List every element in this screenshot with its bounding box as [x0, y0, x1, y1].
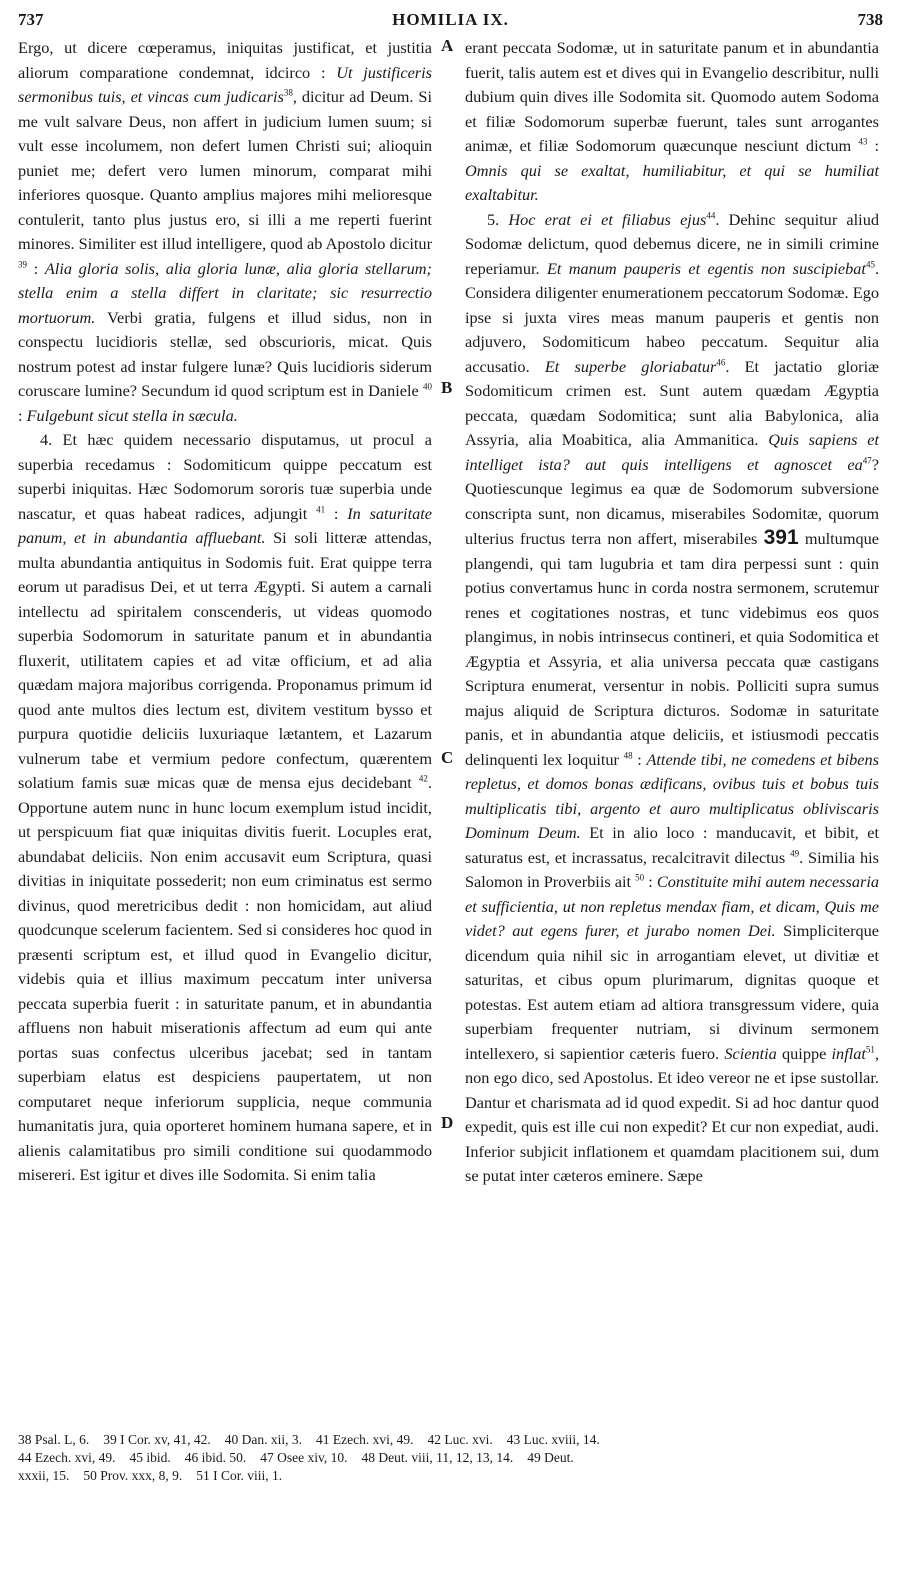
running-title: HOMILIA IX. — [392, 10, 509, 29]
margin-marker-c: C — [441, 748, 454, 767]
text-run: . Dehinc sequitur aliud Sodomæ delictum, quod debemus dicere, ne in simili crimine reperiamur. — [465, 209, 879, 278]
text-run: Simpliciterque dicendum quia nihil sic in arrogantiam elevet, ut divitiæ et saturitas, et cibus opum plurimarum, dignitas quoque et potestas. Est autem etiam ad altiora transgressum videre, quia superbiam frequenter nutriam, si divinum sermonem intellexero, si sapientior cæteris fuero. — [465, 921, 879, 1063]
scripture-quote: Hoc erat ei et filiabus ejus — [508, 209, 707, 229]
page-number-left: 737 — [18, 10, 44, 29]
footnote-ref: 42 — [418, 773, 428, 784]
footnote-ref: 45 — [865, 259, 875, 270]
text-run: . Similia his Salomon in Proverbiis ait — [465, 847, 879, 891]
text-run: Et in alio loco : manducavit, et bibit, et saturatus est, et incrassatus, recalcitravit dilectus — [465, 823, 879, 867]
footnote-ref: 39 — [18, 259, 27, 270]
footnote: 51 I Cor. viii, 1. — [196, 1468, 283, 1483]
footnote-ref: 50 — [635, 872, 645, 883]
footnote-ref: 43 — [858, 136, 868, 147]
scripture-quote: Alia gloria solis, alia gloria lunæ, alia gloria stellarum; stella enim a stella differt in claritate; sic resurrectio mortuorum. — [18, 258, 432, 327]
footnote: 39 I Cor. xv, 41, 42. — [103, 1432, 211, 1447]
footnote: 47 Osee xiv, 10. — [260, 1450, 348, 1465]
paragraph — [18, 428, 432, 1188]
footnote-ref: 40 — [423, 381, 432, 392]
footnote: xxxii, 15. — [18, 1468, 70, 1483]
text-run: : — [325, 503, 348, 523]
footnote: 38 Psal. L, 6. — [18, 1432, 90, 1447]
footnote: 46 ibid. 50. — [184, 1450, 247, 1465]
text-run: : — [27, 258, 45, 278]
margin-marker-d: D — [441, 1113, 454, 1132]
text-run: , dicitur ad Deum. Si me vult salvare Deus, non affert in judicium lumen suum; si vult esse incolumem, non defert lumen Christi sui; alioquin puniet me; defert vero lumen minorum, comparat mihi inferiores quosque. Quanto amplius majores mihi melioresque contulerit, tanto plus justus ero, si illi a me reperti fuerint minores. Similiter est illud intelligere, quod ab Apostolo dicitur — [18, 87, 433, 253]
footnote-row — [18, 1449, 883, 1467]
right-column — [465, 36, 879, 1189]
scripture-quote: Attende tibi, ne comedens et bibens repletus, et domos bonas ædificans, ovibus tuis et bobus tuis multiplicatis tibi, argento et auro multiplicatus obliviscaris Dominum Deum. — [465, 749, 879, 842]
text-run: , non ego dico, sed Apostolus. Et ideo vereor ne et ipse sustollar. Dantur et charismata ad id quod expedit. Si ad hoc dantur quod expedit, quis est ille cui non expedit? Et cur non expediat, audi. Inferior subjicit inflationem et quamdam placitionem sui, dum se putat inter cæteros eminere. Sæpe — [465, 1043, 879, 1185]
column-number: 391 — [763, 526, 799, 549]
footnote-ref: 41 — [316, 504, 326, 515]
text-run: : — [632, 749, 647, 769]
scripture-quote: Constituite mihi autem necessaria et sufficientia, ut non repletus mendax fiam, et dicam, Quis me videt? aut egens furer, et jurabo nomen Dei. — [465, 872, 879, 940]
paragraph — [465, 36, 879, 208]
footnote: 49 Deut. — [527, 1450, 574, 1465]
text-run: 5. — [487, 209, 509, 229]
text-run: . Et jactatio gloriæ Sodomiticum crimen est. Sunt autem quædam Ægyptia peccata, quædam Sodomitica; sunt alia Babylonica, alia Assyria, alia Moabitica, alia Ammanitica. — [465, 356, 879, 449]
scripture-quote: Omnis qui se exaltat, humiliabitur, et qui se humiliat exaltabitur. — [465, 160, 879, 204]
footnote-ref: 49 — [790, 848, 800, 859]
text-run: 4. Et hæc quidem necessario disputamus, ut procul a superbia recedamus : Sodomiticum quippe peccatum est superbi iniquitas. Hæc Sodomorum sororis tuæ superbia unde nascatur, et quas habeat radices, adjungit — [18, 430, 432, 523]
paragraph — [465, 208, 879, 1189]
footnotes — [18, 1431, 883, 1485]
footnote: 45 ibid. — [129, 1450, 171, 1465]
text-run: erant peccata Sodomæ, ut in saturitate panum et in abundantia fuerit, talis autem est et dives qui in Evangelio describitur, nulli dubium quin dives ille Sodomita sit. Quomodo autem Sodoma et filiæ Sodomorum superbæ fuerunt, tales sunt arrogantes animæ, et filiæ Sodomorum quæcunque nesciunt dictum — [465, 38, 879, 155]
scripture-quote: Et manum pauperis et egentis non suscipiebat — [546, 258, 866, 278]
scripture-quote: Et superbe gloriabatur — [544, 356, 717, 376]
footnote: 41 Ezech. xvi, 49. — [316, 1432, 414, 1447]
footnote-ref: 48 — [623, 750, 633, 761]
footnote: 40 Dan. xii, 3. — [224, 1432, 303, 1447]
text-run: : — [18, 405, 27, 425]
left-column — [18, 36, 432, 1188]
scripture-quote: inflat — [831, 1043, 866, 1063]
footnote: 44 Ezech. xvi, 49. — [18, 1450, 116, 1465]
scripture-quote: Fulgebunt sicut stella in sæcula. — [26, 405, 238, 425]
footnote-ref: 47 — [862, 455, 872, 466]
text-run: quippe — [776, 1043, 832, 1063]
footnote-ref: 38 — [283, 87, 293, 98]
text-run: . Considera diligenter enumerationem peccatorum Sodomæ. Ego ipse si juxta vires meas manum pauperis et gentis non adjuvero, Sodomiticum habeo peccatum. Sequitur alia accusatio. — [465, 258, 880, 376]
footnote-row — [18, 1467, 883, 1485]
text-run: ? Quotiescunque legimus ea quæ de Sodomorum subversione conscripta sunt, non dicamus, miserabiles Sodomitæ, quorum ulterius fructus terra non affert, miserabiles — [465, 454, 879, 548]
page-header — [18, 10, 883, 36]
footnote-ref: 51 — [865, 1044, 875, 1055]
text-run: multumque plangendi, qui tam lugubria et tam dira perpessi sunt : quin potius convertamus hunc in corda nostra sermonem, scrutemur renes et cogitationes nostras, et tunc videbimus eos quos plangimus, in nobis intrinsecus contineri, et quia Sodomitica et Ægyptia et Assyria, et alia universa peccata quæ castigans Scriptura enumerat, versentur in nobis. Polliciti supra sumus majus aliquid de Scriptura dicturos. Sodomæ in saturitate panis, et in abundantia atque deliciis, et istiusmodi peccatis delinquenti lex loquitur — [465, 529, 879, 769]
margin-marker-b: B — [441, 378, 453, 397]
text-run: . Opportune autem nunc in hunc locum exemplum istud incidit, ut perspicuum fiat quæ iniquitas divitis fuerit. Locuples erat, abundabat deliciis. Non enim accusavit eum Scriptura, quasi divitias in iniquitate possederit; non eum criminatus est sermo divinus, quod meretricibus dedit : non homicidam, aut aliud quodcunque scelerum facientem. Sed si consideres hoc quod in præsenti scriptum est, et illud quod in Evangelio dicitur, videbis quia et illius maximum peccatum inter universa peccata superbia fuerit : in saturitate panum, et in abundantia affluens non habuit miserationis affectum ad eum qui ante portas suas confectus ulceribus jacebat; sed in tantam superbiam elatus est despiciens paupertatem, ut non computaret neque inferiorum supplicia, neque communia humanitatis jura, quia oporteret hominem humana sapere, et in alienis calamitatibus pro simili conditione sui quodammodo misereri. Est igitur et dives ille Sodomita. Si enim talia — [18, 773, 432, 1184]
page-number-right: 738 — [857, 10, 883, 29]
scripture-quote: Ut justificeris sermonibus tuis, et vincas cum judicaris — [18, 62, 432, 106]
scripture-quote: Quis sapiens et intelliget ista? aut quis intelligens et agnoscet ea — [465, 430, 879, 474]
footnote: 50 Prov. xxx, 8, 9. — [83, 1468, 183, 1483]
footnote: 48 Deut. viii, 11, 12, 13, 14. — [361, 1450, 514, 1465]
text-run: Ergo, ut dicere cœperamus, iniquitas justificat, et justitia aliorum comparatione condemnat, idcirco : — [18, 38, 432, 82]
paragraph — [18, 36, 432, 428]
footnote-ref: 44 — [706, 210, 716, 221]
footnote-row — [18, 1431, 883, 1449]
text-run: Si soli litteræ attendas, multa abundantia antiquitus in Sodomis fuit. Erat quippe terra eorum ut paradisus Dei, et ut terra Ægypti. Si autem a carnali intellectu ad spiritalem conscenderis, ut videas quomodo superbia Sodomorum in saturitate panum et in abundantia fluxerit, utilitatem capies et ad vitæ officium, et ad alia quædam majora majoribus corrigenda. Proponamus primum id quod ante multos dies lectum est, divitem vestitum bysso et purpura quotidie deliciis luxuriaque lætantem, et Lazarum vulnerum tabe et vermium pedore confectum, quærentem solatium famis suæ micas quæ de mensa ejus decidebant — [18, 528, 432, 792]
text-run: Verbi gratia, fulgens et illud sidus, non in conspectu lucidioris stellæ, sed obscurioris, micat. Quis nostrum potest ad instar fulgere lunæ? Quis lucidioris siderum coruscare lumine? Secundum id quod scriptum est in Daniele — [18, 307, 432, 400]
text-run: : — [644, 872, 657, 891]
scripture-quote: Scientia — [724, 1043, 777, 1063]
footnote: 43 Luc. xviii, 14. — [506, 1432, 600, 1447]
footnote: 42 Luc. xvi. — [427, 1432, 493, 1447]
scripture-quote: In saturitate panum, et in abundantia affluebant. — [18, 503, 432, 547]
footnote-ref: 46 — [716, 357, 726, 368]
margin-marker-a: A — [441, 36, 454, 55]
text-run: : — [867, 136, 879, 155]
